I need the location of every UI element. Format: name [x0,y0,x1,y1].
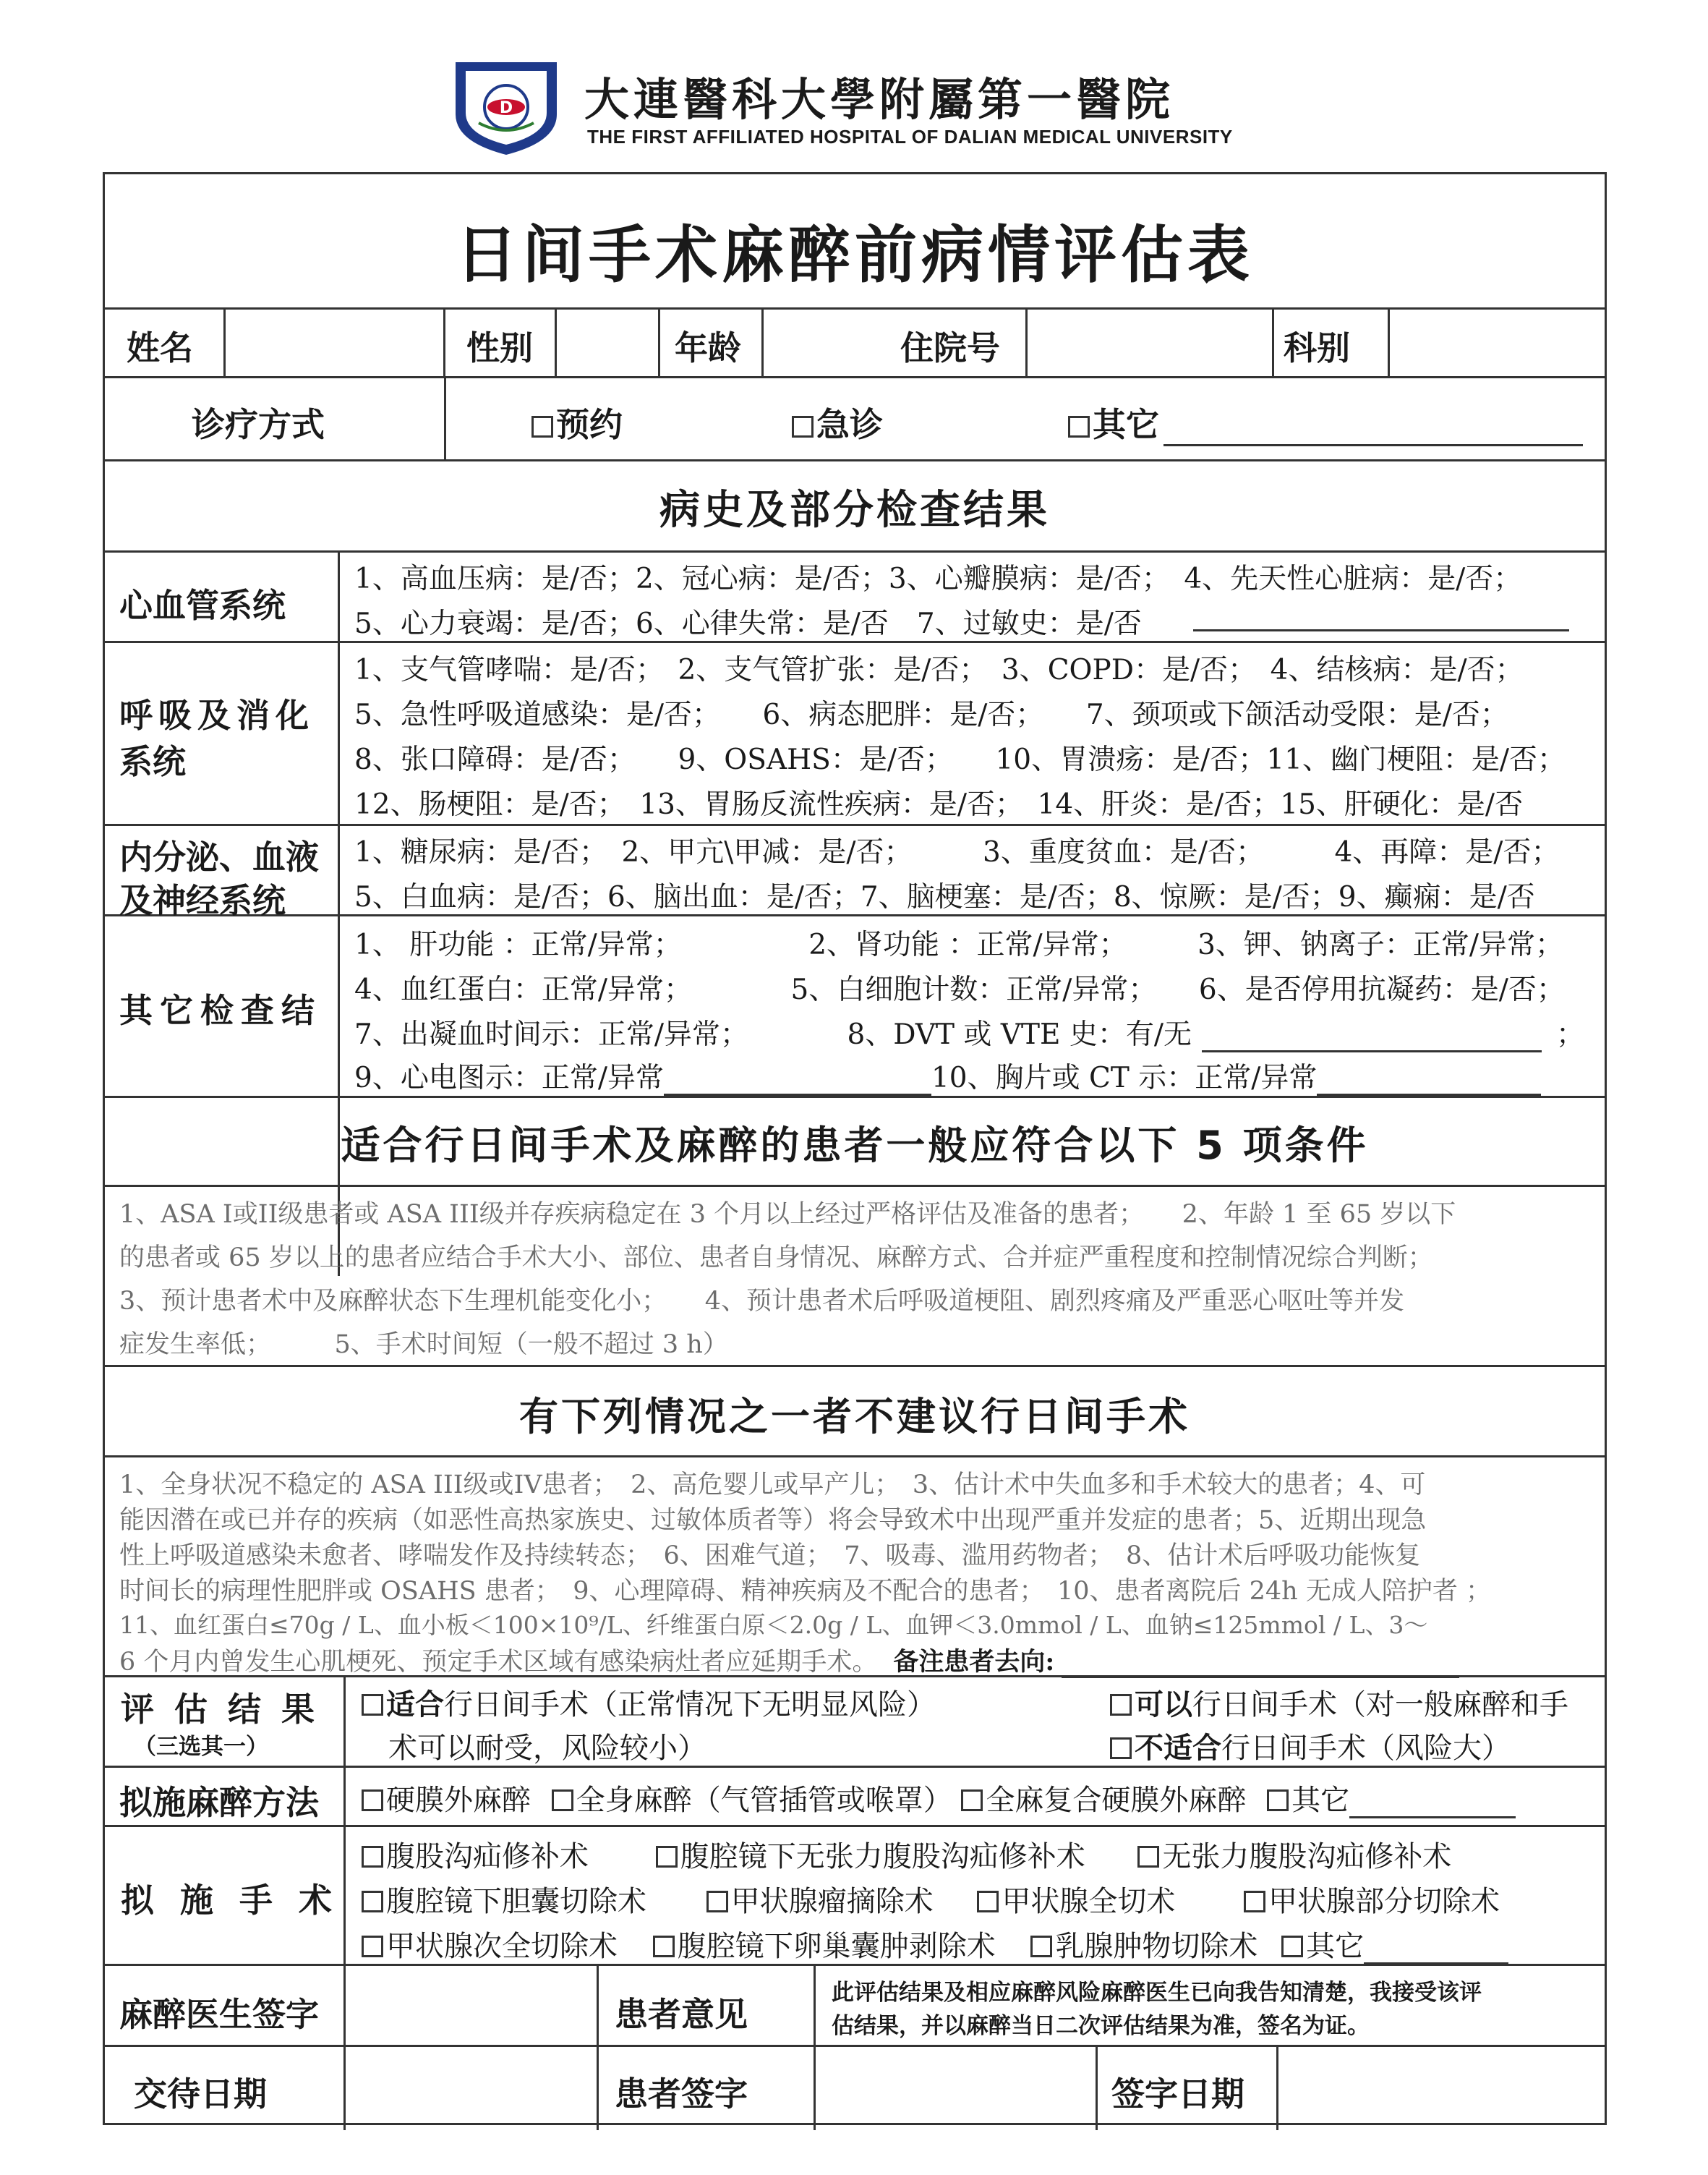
divider [105,1185,1605,1187]
not-recommended-line-3: 性上呼吸道感染未愈者、哮喘发作及持续转态； 6、困难气道； 7、吸毒、滥用药物者； 8、估计术后呼吸功能恢复 [119,1541,1421,1570]
hospital-name-cn: 大連醫科大學附屬第一醫院 [584,73,1175,126]
divider [1276,2045,1278,2130]
respiratory-line-4: 12、肠梗阻：是/否； 13、胃肠反流性疾病：是/否； 14、肝炎：是/否；15、肝硬化：是/否 [354,788,1524,821]
patient-opinion-label: 患者意见 [615,1995,748,2034]
department-label: 科别 [1284,328,1350,367]
surgery-option[interactable]: 甲状腺次全切除术 [362,1930,618,1963]
hospital-name-en: THE FIRST AFFILIATED HOSPITAL OF DALIAN MEDICAL UNIVERSITY [587,126,1233,148]
anesthesia-general[interactable]: 全身麻醉（气管插管或喉罩） [552,1784,952,1817]
other-exams-line-3: 7、出凝血时间示：正常/异常； 8、DVT 或 VTE 史：有/无 ； [354,1018,1585,1051]
ct-blank[interactable] [1317,1094,1541,1096]
surgery-row-2 [362,1878,1500,1920]
divider [444,376,446,459]
divider [443,307,445,376]
divider [105,550,1605,553]
divider [597,1964,599,2130]
anesthesia-epidural[interactable]: 硬膜外麻醉 [362,1784,531,1817]
visit-mode-label: 诊疗方式 [192,405,325,444]
other-exams-line-1: 1、 肝功能 ：正常/异常； 2、肾功能 ：正常/异常； 3、钾、钠离子：正常/异常； [354,929,1564,961]
divider [1096,2045,1098,2130]
hospital-seal-icon [448,56,564,158]
criteria-line-2: 的患者或 65 岁以上的患者应结合手术大小、部位、患者自身情况、麻醉方式、合并症严重程度和控制情况综合判断； [119,1243,1433,1272]
respiratory-label-2: 系统 [119,742,186,781]
respiratory-label-1: 呼吸及消化 [119,696,315,735]
surgery-label: 拟 施 手 术 [121,1881,340,1920]
not-recommended-line-2: 能因潜在或已并存的疾病（如恶性高热家族史、过敏体质者等）将会导致术中出现严重并发症的患者；5、近期出现急 [119,1506,1427,1535]
respiratory-line-3: 8、张口障碍：是/否； 9、OSAHS：是/否； 10、胃溃疡：是/否；11、幽门梗阻：是/否； [354,744,1566,776]
patient-signature-field[interactable] [818,2048,1093,2127]
divider [555,307,557,376]
divider [105,824,1605,826]
evaluation-label: 评 估 结 果 [121,1690,320,1729]
divider [105,307,1605,310]
divider [1388,307,1390,376]
visit-option-emergency[interactable]: 急诊 [792,399,883,446]
not-recommended-title: 有下列情况之一者不建议行日间手术 [519,1394,1190,1439]
history-section-title: 病史及部分检查结果 [659,487,1050,534]
criteria-title: 适合行日间手术及麻醉的患者一般应符合以下 5 项条件 [341,1123,1369,1168]
form-title: 日间手术麻醉前病情评估表 [456,219,1254,291]
svg-text:D: D [499,99,513,117]
divider [105,376,1605,378]
surgery-row-3 [362,1923,1508,1965]
handover-date-label: 交待日期 [134,2074,267,2114]
anesthesia-options [362,1777,1516,1818]
name-label: 姓名 [127,328,193,367]
divider [105,459,1605,461]
cardiovascular-line-1: 1、高血压病：是/否；2、冠心病：是/否；3、心瓣膜病：是/否； 4、先天性心脏病：是/否； [354,563,1522,595]
remark-blank[interactable] [1062,1676,1459,1678]
evaluation-option-suitable[interactable]: 适合行日间手术（正常情况下无明显风险） [362,1682,936,1723]
anesthesia-combined[interactable]: 全麻复合硬膜外麻醉 [961,1784,1246,1817]
checkbox[interactable] [531,416,553,438]
age-label: 年龄 [675,328,741,367]
other-exams-label: 其它检查结 [119,991,322,1030]
other-exams-line-4: 9、心电图示：正常/异常 10、胸片或 CT 示：正常/异常 [354,1055,1541,1096]
visit-option-appointment[interactable]: 预约 [531,399,623,446]
divider [105,1365,1605,1367]
handover-date-field[interactable] [348,2048,594,2127]
ecg-blank[interactable] [664,1094,931,1096]
not-recommended-line-1: 1、全身状况不稳定的 ASA III级或IV患者； 2、高危婴儿或早产儿； 3、估计术中失血多和手术较大的患者；4、可 [119,1470,1426,1499]
divider [658,307,660,376]
respiratory-line-1: 1、支气管哮喘：是/否； 2、支气管扩张：是/否； 3、COPD：是/否； 4、结核病：是/否； [354,654,1524,686]
assessment-form [103,172,1607,2125]
gender-field[interactable] [559,310,654,374]
endocrine-label-2: 及神经系统 [119,881,286,920]
department-field[interactable] [1392,310,1602,374]
evaluation-option-unsuitable[interactable]: 不适合行日间手术（风险大） [1110,1725,1511,1766]
respiratory-line-2: 5、急性呼吸道感染：是/否； 6、病态肥胖：是/否； 7、颈项或下颌活动受限：是/否； [354,699,1508,731]
checkbox[interactable] [1110,1694,1132,1716]
divider [223,307,226,376]
surgery-option[interactable]: 乳腺肿物切除术 [1030,1930,1257,1963]
cardiovascular-label: 心血管系统 [119,586,286,625]
name-field[interactable] [228,310,440,374]
criteria-line-3: 3、预计患者术中及麻醉状态下生理机能变化小； 4、预计患者术后呼吸道梗阻、剧烈疼痛及严重恶心呕吐等并发 [119,1287,1405,1316]
criteria-line-1: 1、ASA I或II级患者或 ASA III级并存疾病稳定在 3 个月以上经过严格评估及准备的患者； 2、年龄 1 至 65 岁以下 [119,1200,1456,1229]
divider [814,1964,816,2130]
checkbox[interactable] [362,1694,383,1716]
divider [105,1096,1605,1098]
checkbox[interactable] [792,416,814,438]
divider [105,1455,1605,1457]
divider [105,1825,1605,1827]
criteria-line-4: 症发生率低； 5、手术时间短（一般不超过 3 h） [119,1330,728,1359]
endocrine-line-1: 1、糖尿病：是/否； 2、甲亢\甲减：是/否； 3、重度贫血：是/否； 4、再障：是/否； [354,836,1560,869]
endocrine-label-1: 内分泌、血液 [119,838,319,877]
allergy-blank[interactable] [1193,601,1569,631]
divider [105,2045,1605,2047]
evaluation-sublabel: （三选其一） [134,1734,268,1760]
anesthetist-signature-label: 麻醉医生签字 [119,1995,319,2034]
evaluation-option-acceptable-cont: 术可以耐受，风险较小） [388,1732,706,1765]
divider [343,1675,346,2130]
consent-text-line-1: 此评估结果及相应麻醉风险麻醉医生已向我告知清楚，我接受该评 [832,1980,1482,2006]
surgery-option[interactable]: 甲状腺部分切除术 [1244,1885,1500,1918]
surgery-row-1 [362,1834,1451,1875]
divider [1025,307,1028,376]
anesthetist-signature-field[interactable] [348,1967,594,2042]
endocrine-line-2: 5、白血病：是/否；6、脑出血：是/否；7、脑梗塞：是/否；8、惊厥：是/否；9、癫痫：是/否 [354,881,1535,914]
anesthesia-label: 拟施麻醉方法 [119,1783,319,1822]
checkbox[interactable] [1110,1737,1132,1759]
surgery-option[interactable]: 腹腔镜下卵巢囊肿剥除术 [653,1930,996,1963]
evaluation-option-acceptable[interactable]: 可以行日间手术（对一般麻醉和手 [1110,1682,1568,1723]
other-blank[interactable] [1163,444,1583,446]
remark-label: 备注患者去向: [893,1647,1055,1677]
not-recommended-line-4: 时间长的病理性肥胖或 OSAHS 患者； 9、心理障碍、精神疾病及不配合的患者； 10、患者离院后 24h 无成人陪护者 ； [119,1577,1491,1606]
consent-text-line-2: 估结果，并以麻醉当日二次评估结果为准，签名为证。 [832,2013,1370,2039]
surgery-option[interactable]: 腹腔镜下胆囊切除术 [362,1885,646,1918]
divider [761,307,764,376]
checkbox[interactable] [1068,416,1090,438]
not-recommended-line-6: 6 个月内曾发生心肌梗死、预定手术区域有感染病灶者应延期手术。 备注患者去向: [119,1642,1459,1678]
patient-signature-label: 患者签字 [615,2074,748,2114]
surgery-option[interactable]: 无张力腹股沟疝修补术 [1137,1840,1451,1873]
visit-option-other[interactable]: 其它 [1068,399,1583,446]
surgery-option[interactable]: 其它 [1281,1930,1508,1963]
sign-date-field[interactable] [1281,2048,1602,2127]
dvt-blank[interactable] [1202,1050,1542,1052]
admission-no-field[interactable] [1030,310,1269,374]
surgery-option[interactable]: 甲状腺全切术 [977,1885,1175,1918]
surgery-option[interactable]: 腹股沟疝修补术 [362,1840,589,1873]
gender-label: 性别 [466,328,533,367]
divider [1272,307,1274,376]
surgery-option[interactable]: 甲状腺瘤摘除术 [706,1885,934,1918]
not-recommended-line-5: 11、血红蛋白≤70g / L、血小板＜100×10⁹/L、纤维蛋白原＜2.0g / L、血钾＜3.0mmol / L、血钠≤125mmol / L、3～ [119,1611,1428,1639]
sign-date-label: 签字日期 [1111,2074,1244,2114]
anesthesia-other[interactable]: 其它 [1267,1784,1516,1817]
admission-no-label: 住院号 [900,328,1000,367]
cardiovascular-line-2: 5、心力衰竭：是/否；6、心律失常：是/否 7、过敏史：是/否 [354,608,1142,640]
surgery-option[interactable]: 腹腔镜下无张力腹股沟疝修补术 [656,1840,1085,1873]
other-exams-line-2: 4、血红蛋白：正常/异常； 5、白细胞计数：正常/异常； 6、是否停用抗凝药：是/否； [354,974,1565,1006]
